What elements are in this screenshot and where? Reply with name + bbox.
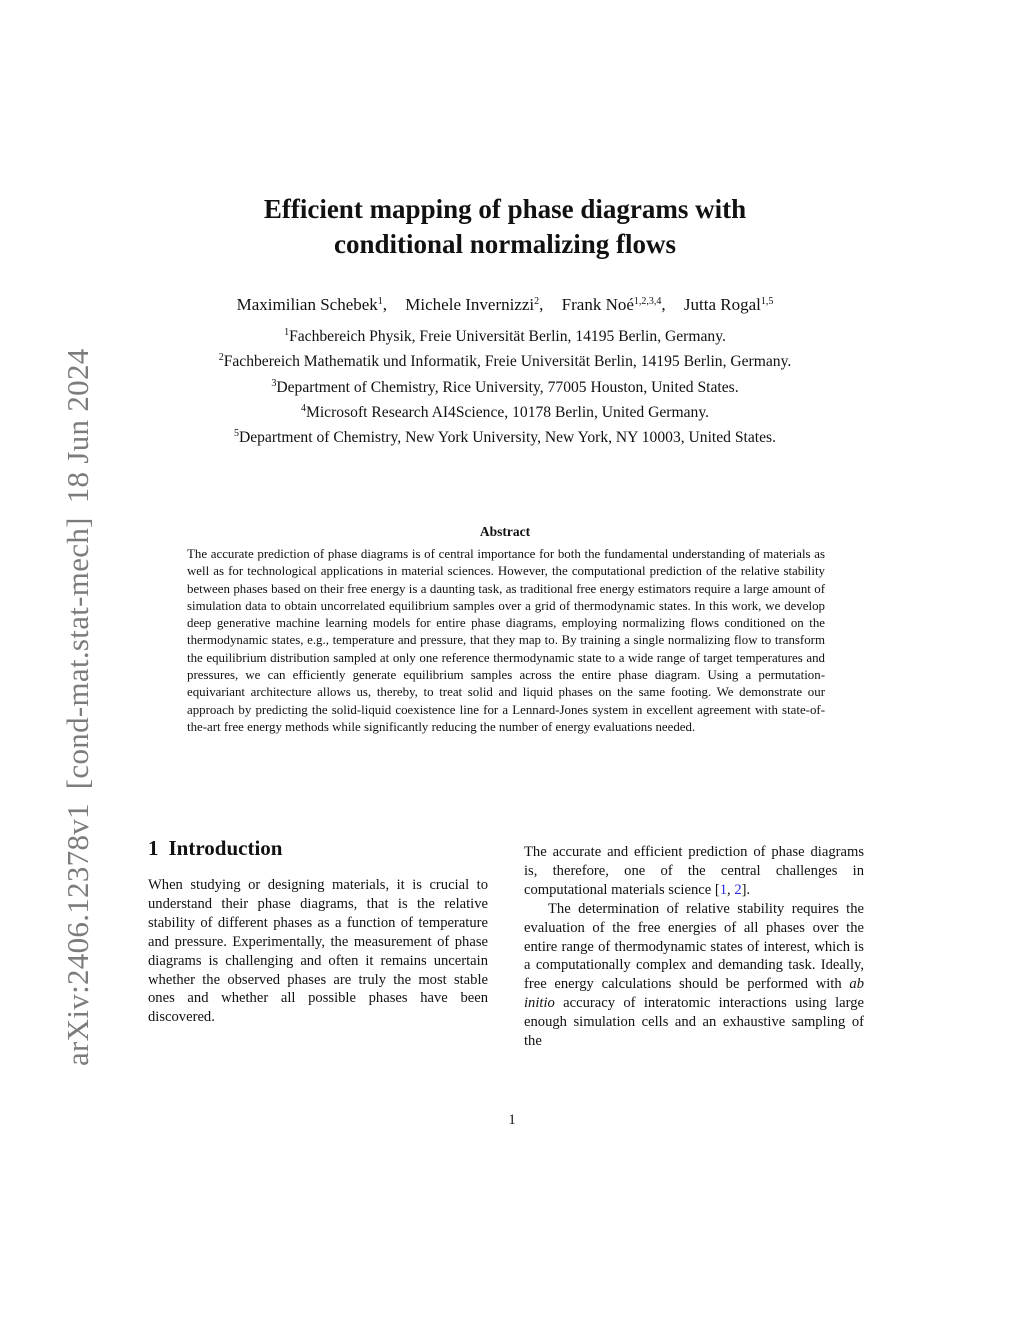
- abstract-body: The accurate prediction of phase diagrams is of central importance for both the fundamental understanding of materials as well as for technological applications in material sciences. However, the computational prediction of the relative stability between phases based on their free energy is a daunting task, as traditional free energy estimators require a large amount of simulation data to obtain uncorrelated equilibrium samples over a grid of thermodynamic states. In this work, we develop deep generative machine learning models for entire phase diagrams, employing normalizing flows conditioned on the thermodynamic states, e.g., temperature and pressure, that they map to. By training a single normalizing flow to transform the equilibrium distribution sampled at only one reference thermodynamic state to a wide range of target temperatures and pressures, we can efficiently generate equilibrium samples across the entire phase diagram. Using a permutation-equivariant architecture allows us, thereby, to treat solid and liquid phases on the same footing. We demonstrate our approach by predicting the solid-liquid coexistence line for a Lennard-Jones system in excellent agreement with state-of-the-art free energy methods while significantly reducing the number of energy evaluations needed.: [187, 547, 825, 734]
- citation-link[interactable]: 2: [734, 881, 742, 898]
- right-column: [524, 843, 864, 1051]
- affiliation: $^1$Fachbereich Physik, Freie Universität Berlin, 14195 Berlin, Germany.: [284, 327, 726, 345]
- affiliation: $^5$Department of Chemistry, New York University, New York, NY 10003, United States.: [233, 428, 777, 447]
- section-number: 1: [148, 836, 159, 860]
- author-list: [130, 290, 880, 317]
- left-column: [148, 876, 488, 1027]
- arxiv-category: [cond-mat.stat-mech]: [60, 517, 95, 790]
- section-heading: [148, 836, 282, 861]
- affiliation-list: [150, 322, 860, 448]
- author: Michele Invernizzi$^2$,: [405, 295, 544, 314]
- author: Frank Noé$^{1,2,3,4}$,: [561, 295, 666, 314]
- author: Maximilian Schebek$^1$,: [236, 295, 388, 314]
- paragraph: The accurate and efficient prediction of phase diagrams is, therefore, one of the central challenges in computational materials science [1, 2].: [524, 844, 864, 898]
- abstract-heading: Abstract: [479, 524, 531, 539]
- paragraph: When studying or designing materials, it is crucial to understand their phase diagrams, that is the relative stability of different phases as a function of temperature and pressure. Experimentally, the measurement of phase diagrams is challenging and often it remains uncertain whether the observed phases are truly the most stable ones and whether all possible phases have been discovered.: [148, 877, 488, 1026]
- arxiv-stamp: [60, 336, 110, 1066]
- title-line-1: Efficient mapping of phase diagrams with: [263, 194, 747, 224]
- arxiv-id: arXiv:2406.12378v1: [60, 803, 95, 1066]
- affiliation: $^3$Department of Chemistry, Rice University, 77005 Houston, United States.: [271, 377, 739, 396]
- citation-link[interactable]: 1: [719, 881, 728, 898]
- arxiv-date: 18 Jun 2024: [60, 348, 95, 504]
- author: Jutta Rogal$^{1,5}$: [683, 295, 774, 314]
- paragraph: The determination of relative stability requires the evaluation of the free energies of all phases over the entire range of thermodynamic states of interest, which is a computationally complex and demanding task. Ideally, free energy calculations should be performed with ab initio accuracy of interatomic interactions using large enough simulation cells and an exhaustive sampling of the: [524, 900, 864, 1050]
- page-number: 1: [508, 1112, 516, 1128]
- affiliation: $^2$Fachbereich Mathematik und Informatik, Freie Universität Berlin, 14195 Berlin, Germany.: [218, 352, 792, 371]
- section-title: Introduction: [168, 836, 283, 860]
- affiliation: $^4$Microsoft Research AI4Science, 10178 Berlin, United Germany.: [300, 402, 709, 421]
- paper-title: [150, 192, 860, 262]
- title-line-2: conditional normalizing flows: [333, 229, 677, 259]
